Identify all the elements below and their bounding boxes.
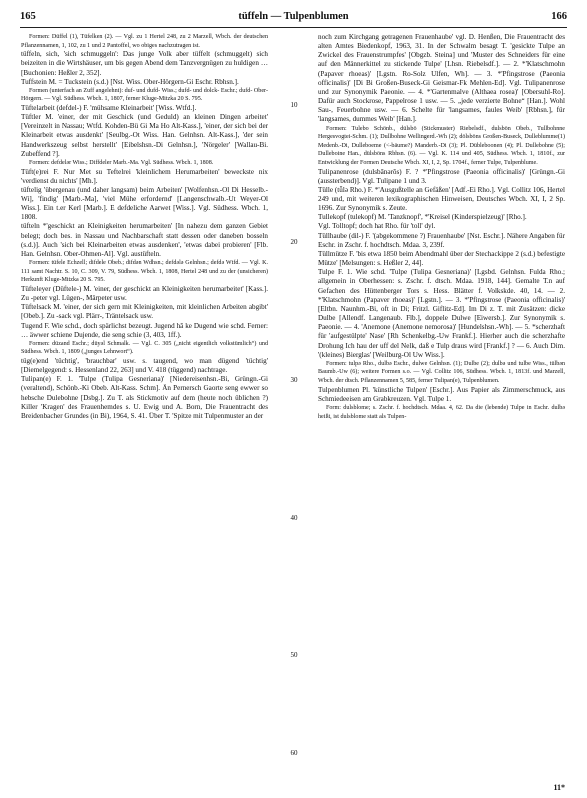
line-number: 40 (290, 514, 298, 522)
header-rule (20, 27, 567, 28)
dictionary-entry: Tullekopf (tulekopf) M. 'Tanzknopf', *'Kreisel (Kinderspielzeug)' [Rho.]. (318, 213, 527, 222)
left-column (21, 33, 268, 773)
dictionary-entry: Tuffstein M. = Tuckstein (s.d.) [Nst. Wiss. Ober-Hörgern-Gi Eschr. Rbhsn.]. (21, 77, 239, 86)
dictionary-entry: Tulipan(e) F. 1. 'Tulpe (Tulipa Gesneriana)' [Niedereisenhsn.-Bi, Grüngn.-Gi (veraltend), Schönb.-Ki Obeb. Alt-Kass. Schm]. Än Pernersch Gaorte seng ewwer so hebsche Dulebohne [Dsbg.]. Zu T. als Stickmotiv auf dem (heute noch üblichen ?) Killer 'Kragen' des Frauenhemdes s. U. Ewig und A. Born, Die Frauentracht des Breidenbacher Grundes (in Bi), 1964, S. 41. Über T. 'Spitze mit Tulpenmuster an der (21, 375, 268, 420)
line-number-gutter (279, 33, 309, 773)
dictionary-entry: tüftelig 'übergenau (und daher langsam) beim Arbeiten' [Wolfenhsn.-Ol Di Hesselb.-Wi], 'findig' [Marb.-Ma], 'viel Mühe erfordernd' [Langenschwalb.-Ut Weyer-Ol Wiss.]. Ein t.er Kerl [Marb.]. E defdeliche Aarwet [Wiss.]. Vgl. Südhess. Wbch. 1, 1808. (21, 185, 268, 222)
line-number: 30 (290, 376, 298, 384)
forms-note: Formen (unterfach an Zuff angelehnt): duf- und dufd- Wiss.; dufd- und dolck- Eschr.; dufd- Ober-Hörgern. — Vgl. Südhess. Wbch. 1, 1807, ferner Kluge-Mitzka 20 S. 795. (21, 87, 268, 103)
dictionary-entry: Tüft(e)rei F. Nur Met su Teftelrei 'kleinlichem Herumarbeiten' beweckste nix 'verdienst du nichts' [Mh.]. (21, 167, 268, 185)
right-column (318, 33, 565, 773)
forms-note: Formen: Düffel (1), Tüfelken (2). — Vgl. zu 1 Hertel 248, zu 2 Marzell, Wbch. der deutschen Pflanzennamen, 1, 102, zu 1 und 2 Pantoffel, wo obiges nachzutragen ist. (21, 34, 268, 49)
dictionary-entry: Tüllhaube (dil-) F. '(abgekommene ?) Frauenhaube' [Nst. Eschr.]. Nähere Angaben für Eschr. in Zschr. f. hochdtsch. Mdaa. 3, 239f. (318, 231, 565, 249)
forms-note: Formen: Tulebo Schönb., dülsbö (Stickmuster) Riebelsdf., dulsbōn Obeb., Tullbohnne Hergesvogtei-Schm. (1); Dullbohne Wellingerd.-Wh (2); dōlsbōns Großen-Buseck, Dulleblumme(1) Medenb.-Di, Dulleboeme (<-bäume?) Manderb.-Di (3); Pl. Dübleboonen (4); Pl. Dullebohne (5); Dulleboine Han., dülsbōns Rbhsn. (6). — Vgl. K. 114 und 405, Südhess. Wbch. 1, 1810f., zur Entwicklung der Formen Deutsche Wbch. XI, I, 2, Sp. 1704f., ferner Tulpe, Tulpenblume. (318, 125, 565, 166)
forms-note: Formen: tüfele Echzell; difdele Obeb.; difdən Wdhsn.; defdələ Gelnhsn.; defdə Wtfd. — Vgl. K. 111 samt Nachtr. S. 10, C. 309, V. 79, Südhess. Wbch. 1, 1808, Hertel 248 und zu der (unsicheren) Herkunft Kluge-Mitzka 20 S. 795. (21, 260, 268, 284)
page-number-left: 165 (20, 11, 36, 22)
dictionary-entry: Tüftelsack M. 'einer, der sich gern mit Kleinigkeiten, mit kleinlichen Arbeiten abgibt' [Obeb.]. Zu -sack vgl. Plärr-, Träntelsack usw. (21, 303, 268, 321)
dictionary-entry: Tüllmütze F. 'bis etwa 1850 beim Abendmahl über der Stechackippe 2 (s.d.) befestigte Mütze' [Melsungen: s. Heßler 2, 44]. (318, 249, 565, 268)
line-number: 10 (290, 101, 298, 109)
dictionary-entry: tüfteln *'geschickt an Kleinigkeiten herumarbeiten' [In nahezu dem ganzen Gebiet belegt; doch bes. in Nassau und Nachbarschaft statt dessen oder daneben bosseln (s.d.)]. Auch 'sich bei Kleinarbeiten etwas ausdenken', 'etwas dabei probieren' [Flb. Han. Gelnhsn. Ober-Ohmen-Al]. Vgl. austüfteln. (21, 222, 268, 258)
dictionary-entry: Tulpenblumen Pl. 'künstliche Tulpen' [Eschr.]. Aus Papier als Zimmerschmuck, aus Schmiedeeisen am Grabkreuzen. Vgl. Tulpe 1. (318, 385, 565, 403)
dictionary-entry: Tülle (tǖlə Rho.) F. *'Ausgußtelle an Gefäßen' [Adf.-Ei Rho.]. Vgl. Collitz 106, Hertel 249 und, mit weiteren lexikographischen Hinweisen, Deutsches Wbch. XI, I, 2 Sp. 1696. Zur Synonymik s. Zeute. (318, 185, 565, 213)
forms-note: Form: dulsblome; s. Zschr. f. hochdtsch. Mdaa. 4, 62. Da die (lebende) Tulpe in Eschr. dulbə heißt, ist dulsblome statt als Tulpen- (318, 404, 565, 420)
running-title: tüffeln — Tulpenblumen (238, 11, 349, 22)
line-number: 60 (290, 749, 298, 757)
page-number-right: 166 (551, 11, 567, 22)
forms-note: Formen: düzand Eschr.; düyəl Schmalk. — Vgl. C. 305 („nicht eigentlich volkstümlich“) und Südhess. Wbch. 1, 1809 („junges Lehnwort“). (21, 340, 268, 356)
dictionary-entry: Vgl. Tolltopf; doch hat Rho. für 'toll' dyl. (318, 222, 436, 231)
dictionary-entry: Tulpe F. 1. Wie schd. 'Tulpe (Tulipa Gesneriana)' [Lgsbd. Gelnhsn. Fulda Rho.; allgemein in Oberhessen: s. Zschr. f. dtsch. Mdaa. 1918, 144]. Gemalte T.n auf Gefachen des Hüttenberger Tors s. Hess. Blätter f. Volkskde. 40, 14. — 2. *'Klatschmohn (Papaver rhoeas)' [Lgstn.]. — 3. *'Pfingstrose (Paeonia officinalis)' [Eltbn. Naunhm.-Bi, oft in Di; Fritzl. Giflitz-Ed]. Im Di z. T. mit Zusätzen: dicke Dulbe [Allendf. Langenaub. Flb.], doppele Dulwe [Eiwersb.]. Zur Synonymik s. Paeonie. — 4. 'Anemone (Anemone nemorosa)' [Hundelshsn.-Wh]. — 5. *scherzhaft für 'aufgestülpte' Nase' [Rh Schenkelbg.-Uw Frankf.]. Hierher auch die scherzhafte Drohung Ich hau der uff del Nelk, daß e Tulp draus wird [Frankf.] ? — 6. Auch Dim. '(kleines) Bierglas' [Weilburg-Ol Uw Wiss.]. (318, 268, 565, 359)
dictionary-entry: noch zum Kirchgang getragenen Frauenhaube' vgl. D. Henßen, Die Frauentracht des alten Amtes Biedenkopf, 1963, 31. In der Schwalm besagt T. 'gesickte Tulpe an Zwickel des Frauenstrumpfes' [Obgzb. Steina] und 'Muster des Schneiders für eine auf den Männerkittel zu stickende Tulpe' [Lhsn. Riebelsdf.]. — 2. *'Klatschmohn (Papaver rhoeas)' [Lgstn. Ro-Solz Ulfen, Wh]. — 3. *'Pfingstrose (Paeonia officinalis)' [Di Bi Großen-Buseck-Gi Geismar-Fk Mehlen-Ed]. Vgl. Tulipanenrose und zur Synonymik Paeonie. — 4. *'Gartenmalve (Althaea rosea)' [Obersuhl-Ro]. Dafür auch Stockrose, Pappelrose 1 usw. — 5. „jede verzierte Bohne“ [Han.]. Wohl Sau-, Feuerbohne usw. — 6. Schelte für 'langsames, faules Weib' [Rbhsn.], für 'langsames, dummes Weib' [Han.]. (318, 33, 565, 124)
forms-note: Formen: tulpə Rho., dulbə Eschr., dulwe Gelnhsn. (1); Dulbe (2); dulbə und tulbe Wiss., tülbən Baumb.-Uw (6); weitere Formen s.o. — Vgl. Collitz 106, Südhess. Wbch. 1, 1813f. und Marzell, Wbch. der dtsch. Pflanzennamen 5, 585, ferner Tulipan(e), Tulpenblumen. (318, 360, 565, 384)
dictionary-entry: Tugend F. Wie schd., doch spärlichst bezeugt. Jugend hā ke Dugend wie schd. Ferner: … äwwer schiene Dujende, die seng schie (3, 403, 1ff.). (21, 321, 268, 339)
dictionary-entry: Tulipanenrose (dulsbānərōs) F. ? *'Pfingstrose (Paeonia officinalis)' [Grüngn.-Gi (aussterbend)]. Vgl. Tulipane 1 und 3. (318, 167, 565, 185)
signature-mark: 11* (553, 783, 565, 792)
line-number: 50 (290, 651, 298, 659)
dictionary-entry: tüg(e)end 'tüchtig', 'brauchbar' usw. s. taugend, wo man dügend 'tüchtig' [Diemelgegend: s. Hessenland 22, 263] und V. 418 (tüggend) nachtrage. (21, 357, 268, 375)
running-header (20, 11, 567, 25)
line-number: 20 (290, 238, 298, 246)
dictionary-entry: tüffeln, sich, 'sich schmuggeln': Das junge Volk aber tüffelt (schmuggelt) sich beizeiten in die Wirtshäuser, um bis gegen Abend dem Tanzvergnügen zu huldigen … [Buchonien: Heßler 2, 352]. (21, 50, 268, 77)
dictionary-entry: Tüftler M. 'einer, der mit Geschick (und Geduld) an kleinen Dingen arbeitet' [Vereinzelt in Nassau; Wtfd. Kohden-Bü Gi Ma Ho Alt-Kass.], 'einer, der sich bei der Kleinarbeit etwas ausdenkt' [Seulbg.-Ot Wiss. Han. Gelnhsn. Alt-Kass.], 'der sein Handwerkszeug selbst herstellt' [Eibelshsn.-Di Gelnhsn.], 'Nörgeler' [Wallau-Bi. Zubeffend ?]. (21, 113, 268, 158)
dictionary-entry: Tüfteleyer (Düftele-) M. 'einer, der geschickt an Kleinigkeiten herumarbeitet' [Kass.]. Zu -peter vgl. Lügen-, Märpeter usw. (21, 284, 268, 303)
forms-note: Formen: defdelər Wiss.; Diffdeler Marb.-Ma. Vgl. Südhess. Wbch. 1, 1808. (29, 159, 214, 166)
dictionary-entry: Tüftelarbeit (defdel-) F. 'mühsame Kleinarbeit' [Wiss. Wtfd.]. (21, 104, 197, 112)
